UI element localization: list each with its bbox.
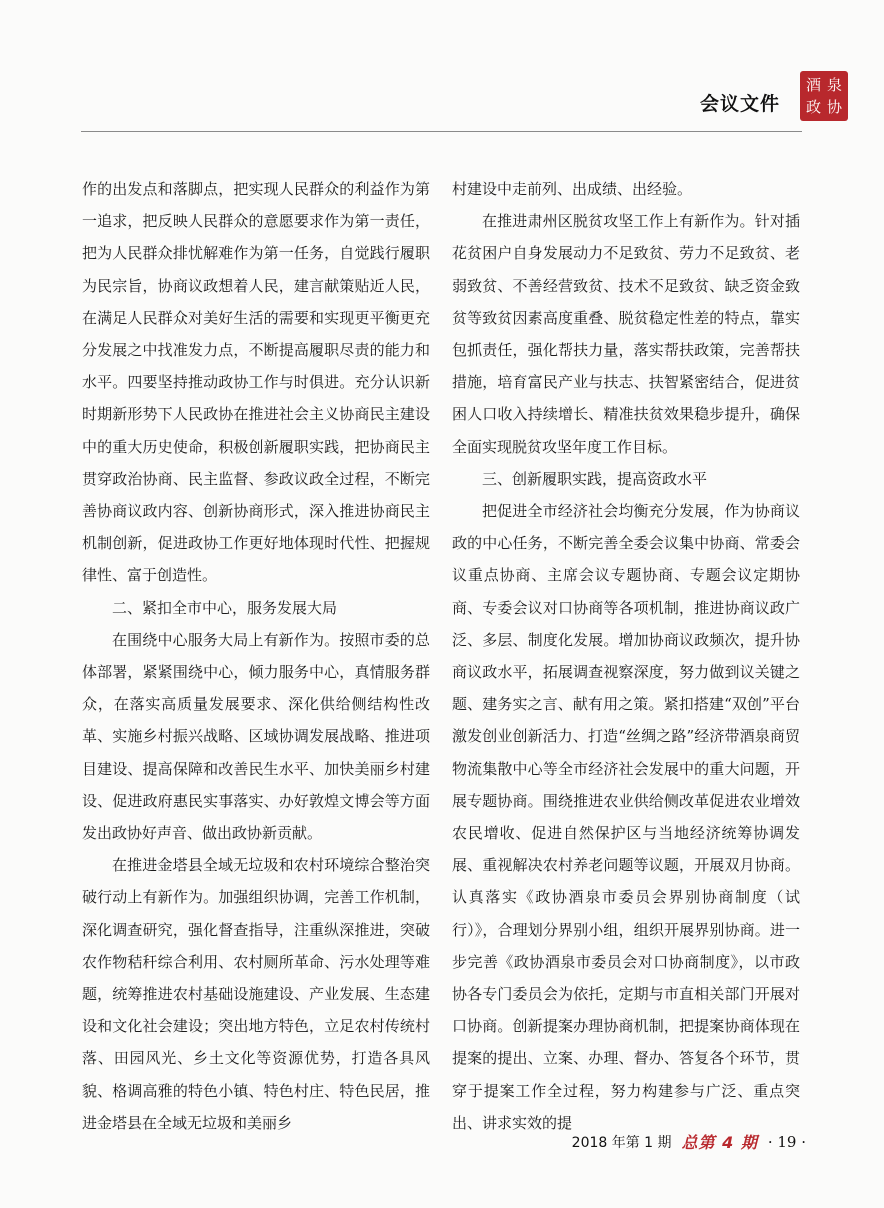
seal-char: 协 bbox=[826, 97, 842, 116]
section-heading: 二、紧扣全市中心，服务发展大局 bbox=[112, 598, 338, 617]
paragraph: 村建设中走前列、出成绩、出经验。 bbox=[452, 180, 693, 198]
section-heading: 三、创新履职实践，提高资政水平 bbox=[482, 469, 708, 488]
total-issue-label: 总第 4 期 bbox=[681, 1133, 758, 1152]
paragraph: 作的出发点和落脚点，把实现人民群众的利益作为第一追求，把反映人民群众的意愿要求作为第一责任，把为人民群众排忧解难作为第一任务，自觉践行履职为民宗旨，协商议政想着人民，建言献策贴近人民，在满足人民群众对美好生活的需要和实现更平衡更充分发展之中找准发力点，不断提高履职尽责的能力和水平。四要坚持推动政协工作与时俱进。充分认识新时期新形势下人民政协在推进社会主义协商民主建设中的重大历史使命，积极创新履职实践，把协商民主贯穿政治协商、民主监督、参政议政全过程，不断完善协商议政内容、创新协商形式，深入推进协商民主机制创新，促进政协工作更好地体现时代性、把握规律性、富于创造性。 bbox=[82, 180, 430, 585]
paragraph: 在推进金塔县全域无垃圾和农村环境综合整治突破行动上有新作为。加强组织协调，完善工作机制，深化调查研究，强化督查指导，注重纵深推进，突破农作物秸秆综合利用、农村厕所革命、污水处理等难题，统筹推进农村基础设施建设、产业发展、生态建设和文化社会建设；突出地方特色，立足农村传统村落、田园风光、乡土文化等资源优势，打造各具风貌、格调高雅的特色小镇、特色村庄、特色民居，推进金塔县在全域无垃圾和美丽乡 bbox=[82, 856, 430, 1132]
page-footer bbox=[572, 1130, 806, 1153]
paragraph: 在推进肃州区脱贫攻坚工作上有新作为。针对插花贫困户自身发展动力不足致贫、劳力不足致贫、老弱致贫、不善经营致贫、技术不足致贫、缺乏资金致贫等致贫因素高度重叠、脱贫稳定性差的特点，靠实包抓责任，强化帮扶力量，落实帮扶政策，完善帮扶措施，培育富民产业与扶志、扶智紧密结合，促进贫困人口收入持续增长、精准扶贫效果稳步提升，确保全面实现脱贫攻坚年度工作目标。 bbox=[452, 212, 800, 456]
right-column bbox=[452, 173, 800, 1139]
seal-char: 酒 bbox=[805, 75, 821, 94]
page-number: · 19 · bbox=[767, 1132, 806, 1151]
left-column bbox=[82, 173, 430, 1139]
header-divider bbox=[81, 131, 802, 132]
seal-char: 泉 bbox=[826, 75, 842, 94]
issue-label: 2018 年第 1 期 bbox=[571, 1134, 672, 1151]
paragraph: 把促进全市经济社会均衡充分发展，作为协商议政的中心任务，不断完善全委会议集中协商、常委会议重点协商、主席会议专题协商、专题会议定期协商、专委会议对口协商等各项机制，推进协商议政广泛、多层、制度化发展。增加协商议政频次，提升协商议政水平，拓展调查视察深度，努力做到议关键之题、建务实之言、献有用之策。紧扣搭建“双创”平台激发创业创新活力、打造“丝绸之路”经济带酒泉商贸物流集散中心等全市经济社会发展中的重大问题，开展专题协商。围绕推进农业供给侧改革促进农业增效农民增收、促进自然保护区与当地经济统筹协调发展、重视解决农村养老问题等议题，开展双月协商。认真落实《政协酒泉市委员会界别协商制度（试行）》，合理划分界别小组，组织开展界别协商。进一步完善《政协酒泉市委员会对口协商制度》，以市政协各专门委员会为依托，定期与市直相关部门开展对口协商。创新提案办理协商机制，把提案协商体现在提案的提出、立案、办理、督办、答复各个环节，贯穿于提案工作全过程，努力构建参与广泛、重点突出、讲求实效的提 bbox=[452, 502, 800, 1132]
seal-char: 政 bbox=[805, 97, 821, 116]
section-title: 会议文件 bbox=[699, 93, 780, 115]
paragraph: 在围绕中心服务大局上有新作为。按照市委的总体部署，紧紧围绕中心，倾力服务中心，真情服务群众，在落实高质量发展要求、深化供给侧结构性改革、实施乡村振兴战略、区域协调发展战略、推进项目建设、提高保障和改善民生水平、加快美丽乡村建设、促进政府惠民实事落实、办好敦煌文博会等方面发出政协好声音、做出政协新贡献。 bbox=[82, 630, 430, 843]
journal-seal-logo bbox=[800, 71, 848, 121]
